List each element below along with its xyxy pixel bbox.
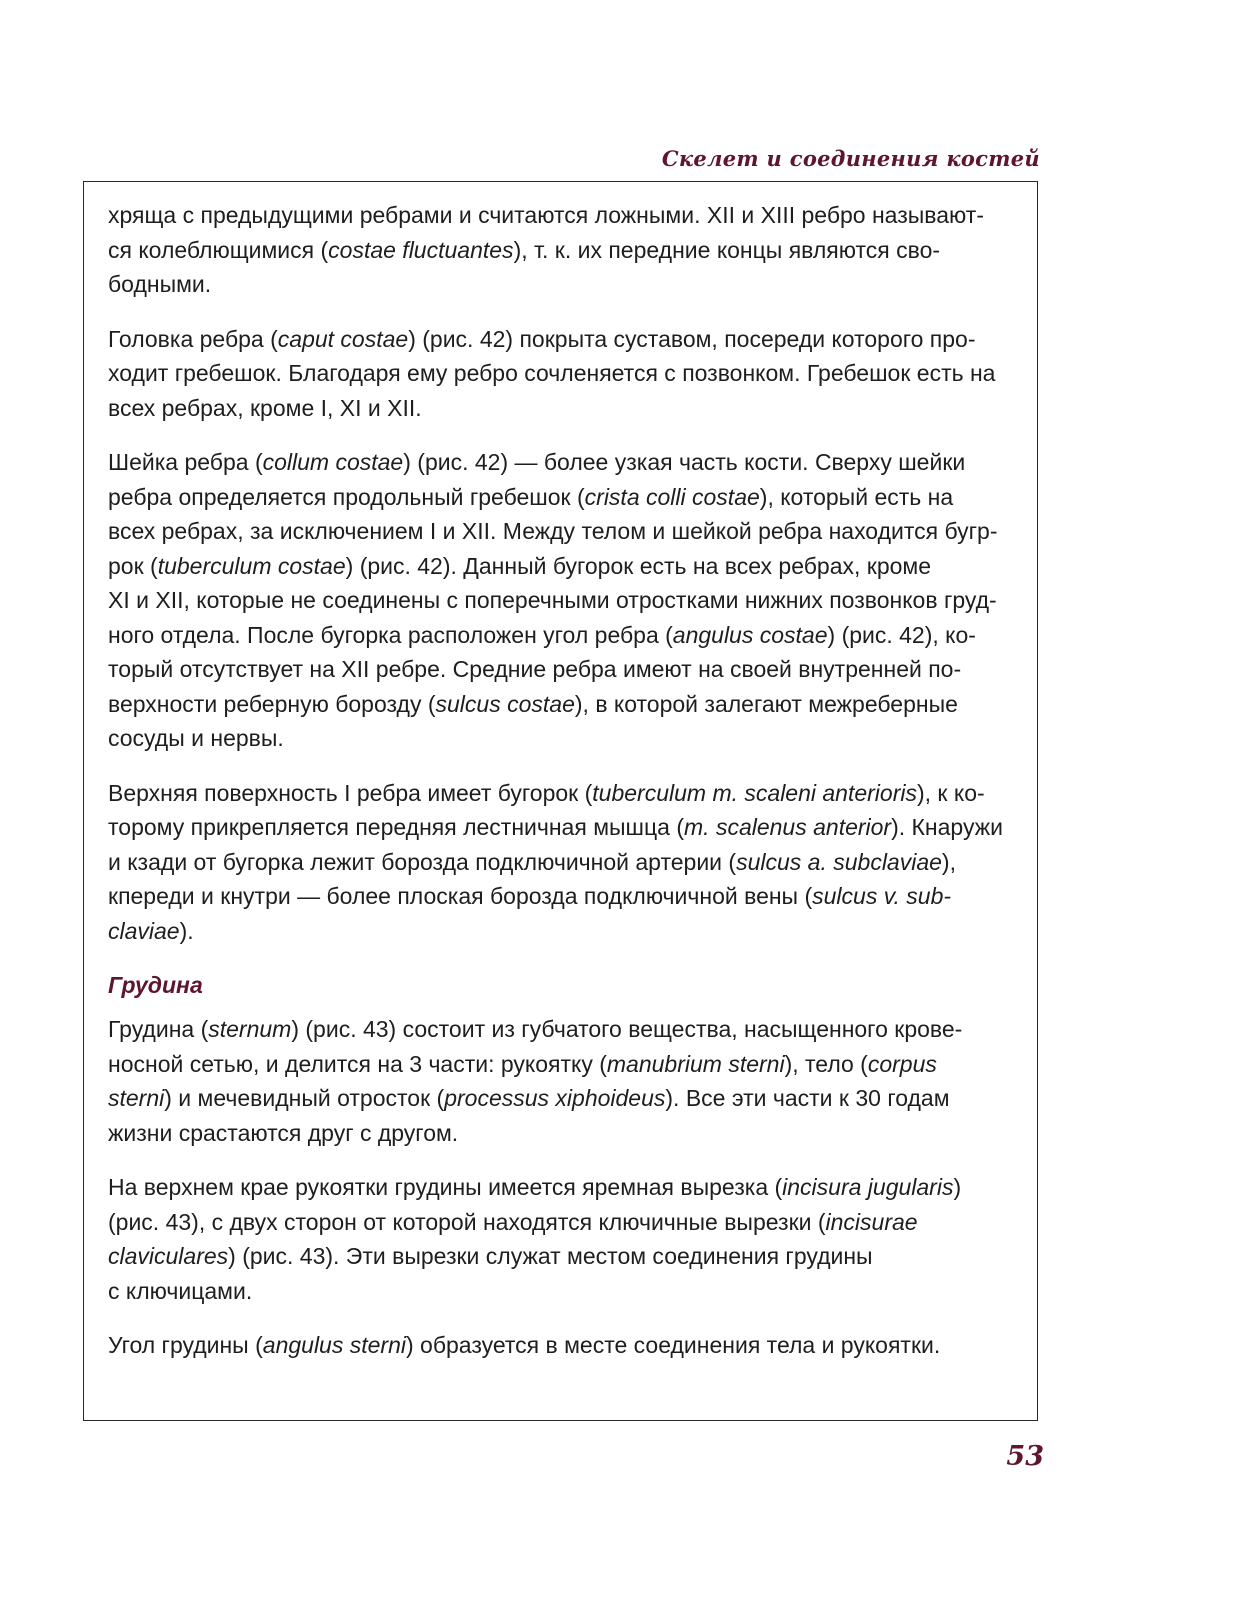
text-run: Головка ребра (: [108, 325, 278, 352]
latin-term: sterni: [108, 1085, 165, 1111]
text-run: рок (: [108, 552, 158, 579]
paragraph: [108, 1328, 1016, 1363]
text-run: носной сетью, и делится на 3 части: рукоятку (: [108, 1050, 607, 1077]
text-run: На верхнем крае рукоятки грудины имеется яремная вырезка (: [108, 1174, 783, 1200]
latin-term: sulcus v. sub-: [812, 883, 952, 909]
text-run: ), к ко-: [916, 779, 985, 806]
text-run: ) (рис. 43) состоит из губчатого вещества, насыщенного крове-: [291, 1016, 963, 1042]
text-line: [108, 449, 965, 475]
text-line: [108, 691, 958, 717]
latin-term: manubrium sterni: [606, 1050, 785, 1077]
section-heading: Грудина: [108, 972, 203, 998]
text-run: ), тело (: [784, 1050, 868, 1077]
latin-term: sulcus a. subclaviae: [736, 848, 942, 875]
text-run: (рис. 43), с двух сторон от которой находятся ключичные вырезки (: [108, 1208, 826, 1235]
text-line: [108, 395, 422, 421]
text-line: [108, 518, 998, 544]
text-run: бодными.: [108, 271, 212, 297]
text-run: и кзади от бугорка лежит борозда подключичной артерии (: [108, 848, 737, 875]
text-run: ).: [179, 917, 194, 944]
text-run: Шейка ребра (: [108, 449, 263, 475]
latin-term: tuberculum m. scaleni anterioris: [592, 779, 917, 806]
text-run: ), который есть на: [759, 483, 954, 510]
text-line: [108, 1051, 937, 1077]
text-run: ) (рис. 42) — более узкая часть кости. Сверху шейки: [403, 449, 966, 475]
latin-term: claviae: [108, 917, 180, 944]
text-run: Угол грудины (: [108, 1332, 263, 1358]
paragraph: [108, 322, 1016, 426]
latin-term: sternum: [208, 1016, 292, 1042]
latin-term: processus xiphoideus: [444, 1085, 666, 1111]
text-run: хряща с предыдущими ребрами и считаются ложными. XII и XIII ребро называют-: [108, 202, 984, 228]
paragraph: [108, 445, 1016, 756]
text-line: [108, 1278, 252, 1304]
latin-term: angulus sterni: [262, 1332, 406, 1358]
text-run: всех ребрах, кроме I, XI и XII.: [108, 394, 422, 421]
text-run: ся колеблющимися (: [108, 236, 329, 263]
text-run: с ключицами.: [108, 1277, 253, 1304]
text-run: ): [953, 1174, 962, 1200]
text-run: ) образуется в месте соединения тела и рукоятки.: [405, 1332, 941, 1358]
text-line: [108, 1016, 962, 1042]
running-header: Скелет и соединения костей: [661, 146, 1040, 171]
text-run: Верхняя поверхность I ребра имеет бугорок (: [108, 779, 593, 806]
text-line: [108, 883, 951, 909]
page-number: 53: [1006, 1441, 1044, 1472]
text-line: [108, 1085, 950, 1111]
text-run: ). Все эти части к 30 годам: [665, 1085, 950, 1111]
text-line: [108, 553, 931, 579]
text-line: [108, 622, 976, 648]
latin-term: incisura jugularis: [782, 1174, 954, 1200]
text-run: торому прикрепляется передняя лестничная мышца (: [108, 814, 684, 840]
text-run: ходит гребешок. Благодаря ему ребро сочленяется с позвонком. Гребешок есть на: [108, 360, 996, 386]
text-run: ), в которой залегают межреберные: [574, 690, 958, 717]
text-run: жизни срастаются друг с другом.: [108, 1119, 459, 1146]
latin-term: collum costae: [262, 449, 404, 475]
latin-term: corpus: [867, 1050, 937, 1077]
text-run: ного отдела. После бугорка расположен угол ребра (: [108, 621, 673, 648]
paragraph: [108, 776, 1016, 949]
text-line: [108, 814, 1003, 840]
text-run: всех ребрах, за исключением I и XII. Между телом и шейкой ребра находится бугр-: [108, 518, 998, 544]
text-line: [108, 1209, 918, 1235]
text-line: [108, 326, 976, 352]
paragraph: [108, 1170, 1016, 1308]
text-run: ) (рис. 42), ко-: [827, 621, 976, 648]
text-run: XI и XII, которые не соединены с поперечными отростками нижних позвонков груд-: [108, 587, 997, 613]
text-run: ) (рис. 42). Данный бугорок есть на всех ребрах, кроме: [345, 552, 932, 579]
latin-term: incisurae: [825, 1208, 918, 1235]
latin-term: claviculares: [108, 1243, 229, 1269]
text-line: [108, 587, 997, 613]
text-run: ) и мечевидный отросток (: [164, 1085, 445, 1111]
latin-term: caput costae: [277, 325, 409, 352]
text-run: торый отсутствует на XII ребре. Средние ребра имеют на своей внутренней по-: [108, 656, 962, 682]
text-line: [108, 918, 194, 944]
text-line: [108, 1120, 458, 1146]
text-line: [108, 656, 961, 682]
paragraph: [108, 198, 1016, 302]
text-run: кпереди и кнутри — более плоская борозда подключичной вены (: [108, 883, 813, 909]
text-run: ) (рис. 42) покрыта суставом, посереди которого про-: [408, 325, 976, 352]
text-run: ), т. к. их передние концы являются сво-: [513, 236, 941, 263]
text-line: [108, 725, 284, 751]
body-text: [108, 198, 1016, 1383]
text-line: [108, 849, 956, 875]
text-run: ) (рис. 43). Эти вырезки служат местом соединения грудины: [228, 1243, 873, 1269]
latin-term: m. scalenus anterior: [684, 814, 892, 840]
text-line: [108, 780, 985, 806]
latin-term: costae fluctuantes: [328, 236, 514, 263]
text-line: [108, 202, 984, 228]
text-run: верхности реберную борозду (: [108, 690, 436, 717]
latin-term: crista colli costae: [584, 483, 760, 510]
paragraph: [108, 1012, 1016, 1150]
text-run: ),: [941, 848, 956, 875]
text-run: ребра определяется продольный гребешок (: [108, 483, 585, 510]
text-line: [108, 1332, 940, 1358]
latin-term: sulcus costae: [435, 690, 575, 717]
text-line: [108, 271, 211, 297]
latin-term: tuberculum costae: [157, 552, 346, 579]
latin-term: angulus costae: [672, 621, 828, 648]
text-line: [108, 1174, 961, 1200]
text-run: ). Кнаружи: [891, 814, 1003, 840]
text-line: [108, 1243, 873, 1269]
text-run: Грудина (: [108, 1016, 209, 1042]
text-line: [108, 484, 953, 510]
text-run: сосуды и нервы.: [108, 725, 284, 751]
text-line: [108, 360, 995, 386]
text-line: [108, 237, 940, 263]
